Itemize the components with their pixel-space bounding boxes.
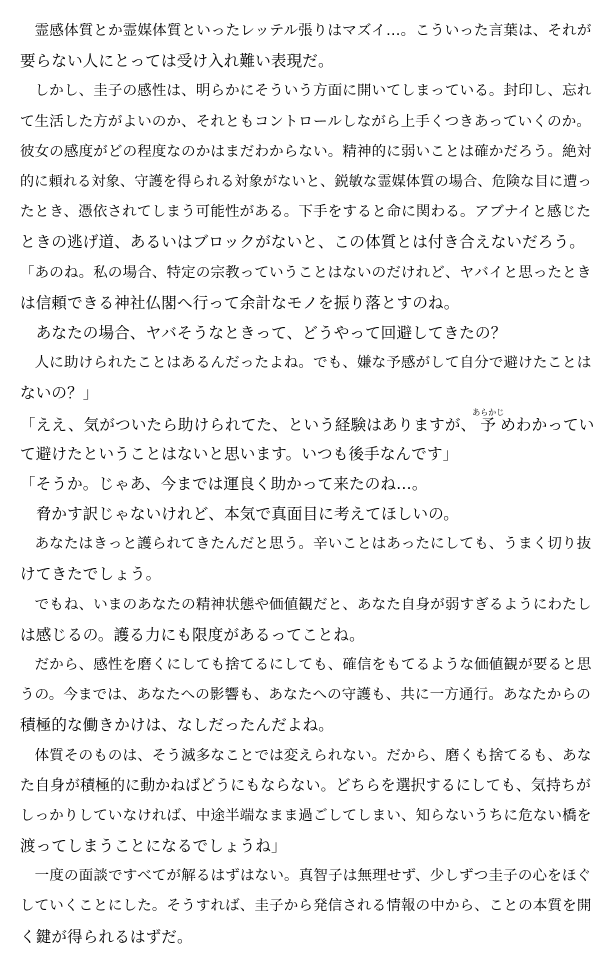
text-line: 積極的な働きかけは、なしだったんだよね。 xyxy=(20,716,335,735)
text-line: 霊感体質とか霊媒体質といったレッテル張りはマズイ…。こういった言葉は、それが xyxy=(20,23,592,39)
text-line: でもね、いまのあなたの精神状態や価値観だと、あなた自身が弱すぎるようにわたし xyxy=(20,596,592,613)
text-line: しかし、圭子の感性は、明らかにそういう方面に開いてしまっている。封印し、忘れ xyxy=(20,83,592,100)
text-line: て避けたということはないと思います。いつも後手なんです」 xyxy=(20,444,459,463)
text-line: ないの？」 xyxy=(20,384,99,403)
text-line: 体質そのものは、そう滅多なことでは変えられない。だから、磨くも捨てるも、あな xyxy=(20,747,592,764)
text-line: 「あのね。私の場合、特定の宗教っていうことはないのだけれど、ヤバイと思ったとき xyxy=(20,264,592,281)
text-line: 人に助けられたことはあるんだったよね。でも、嫌な予感がして自分で避けたことは xyxy=(20,355,592,372)
text-line: は感じるの。護る力にも限度があるってことね。 xyxy=(20,625,365,644)
text-line: だから、感性を磨くにしても捨てるにしても、確信をもてるような価値観が要ると思 xyxy=(20,656,592,673)
text-line: 一度の面談ですべてが解るはずはない。真智子は無理せず、少しずつ圭子の心をほぐ xyxy=(20,868,592,885)
text-line: て生活した方がよいのか、それともコントロールしながら上手くつきあっていくのか。 xyxy=(20,113,592,130)
text-line: 要らない人にとっては受け入れ難い表現だ。 xyxy=(20,52,334,71)
text-line: く鍵が得られるはずだ。 xyxy=(20,927,193,946)
ruby-base: 予 xyxy=(472,416,505,435)
text-line: 渡ってしまうことになるでしょうね」 xyxy=(20,837,287,856)
text-line: 「そうか。じゃあ、今までは運良く助かって来たのね…。 xyxy=(20,474,428,493)
text-line: た自身が積極的に動かねばどうにもならない。どちらを選択するにしても、気持ちが xyxy=(20,776,592,794)
text-segment: 「ええ、気がついたら助けられてた、という経験はありますが、 xyxy=(20,416,477,435)
text-line: あなたの場合、ヤバそうなときって、どうやって回避してきたの？ xyxy=(20,323,507,342)
text-line: たとき、憑依されてしまう可能性がある。下手をすると命に関わる。アブナイと感じた xyxy=(20,204,592,221)
ruby-annotation xyxy=(472,408,505,435)
text-line: 脅かす訳じゃないけれど、本気で真面目に考えてほしいの。 xyxy=(20,505,459,523)
text-line: 的に頼れる対象、守護を得られる対象がないと、鋭敏な霊媒体質の場合、危険な目に遭っ xyxy=(20,173,592,190)
text-line: けてきたでしょう。 xyxy=(20,565,162,584)
text-line-with-ruby xyxy=(20,408,594,438)
text-segment: めわかってい xyxy=(500,416,595,435)
text-line: は信頼できる神社仏閣へ行って余計なモノを振り落とすのね。 xyxy=(20,293,460,312)
text-line: しっかりしていなければ、中途半端なまま過ごしてしまい、知らないうちに危ない橋を xyxy=(20,807,592,824)
text-line: 彼女の感度がどの程度なのかはまだわからない。精神的に弱いことは確かだろう。絶対 xyxy=(20,143,592,160)
ruby-reading: あらかじ xyxy=(472,408,505,418)
text-line: うの。今までは、あなたへの影響も、あなたへの守護も、共に一方通行。あなたからの xyxy=(20,687,591,704)
text-line: していくことにした。そうすれば、圭子から発信される情報の中から、ことの本質を開 xyxy=(20,898,592,915)
text-line: ときの逃げ道、あるいはブロックがないと、この体質とは付き合えないだろう。 xyxy=(20,233,585,252)
text-line: あなたはきっと護られてきたんだと思う。辛いことはあったにしても、うまく切り抜 xyxy=(20,536,592,553)
document-body xyxy=(20,16,594,952)
